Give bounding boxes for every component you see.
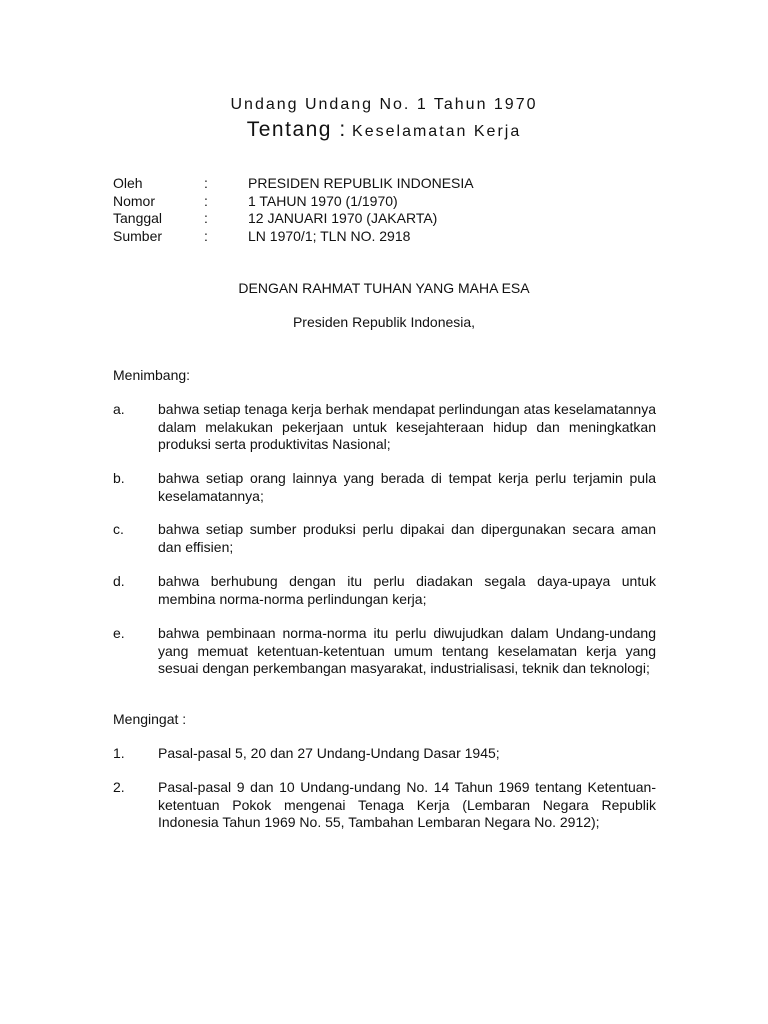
metadata-table — [113, 175, 673, 245]
president-line: Presiden Republik Indonesia, — [292, 314, 476, 330]
metadata-row — [113, 175, 673, 193]
item-text: bahwa pembinaan norma-norma itu perlu diwujudkan dalam Undang-undang yang memuat ketentuan-ketentuan umum tentang keselamatan kerja yang sesuai dengan perkembangan masyarakat, industrialisasi, teknik dan teknologi; — [158, 625, 656, 676]
item-text: bahwa setiap orang lainnya yang berada di tempat kerja perlu terjamin pula keselamatannya; — [158, 470, 656, 504]
document-subtitle — [0, 117, 768, 145]
menimbang-heading: Menimbang: — [113, 367, 191, 383]
metadata-colon: : — [204, 192, 208, 209]
metadata-colon: : — [204, 227, 208, 244]
metadata-colon: : — [204, 175, 208, 191]
tentang-label: Tentang : — [246, 118, 347, 141]
metadata-key: Tanggal — [113, 210, 163, 226]
item-text: bahwa berhubung dengan itu perlu diadakan segala daya-upaya untuk membina norma-norma perlindungan kerja; — [158, 573, 656, 607]
metadata-key: Sumber — [113, 227, 163, 244]
item-text: Pasal-pasal 5, 20 dan 27 Undang-Undang Dasar 1945; — [158, 745, 500, 761]
metadata-value: PRESIDEN REPUBLIK INDONESIA — [248, 175, 474, 191]
metadata-value: 12 JANUARI 1970 (JAKARTA) — [248, 210, 438, 226]
item-text: Pasal-pasal 9 dan 10 Undang-undang No. 14 Tahun 1969 tentang Ketentuan-ketentuan Pokok mengenai Tenaga Kerja (Lembaran Negara Republik Indonesia Tahun 1969 No. 55, Tambahan Lembaran Negara No. 2912); — [158, 779, 656, 830]
menimbang-item — [113, 470, 656, 505]
metadata-colon: : — [204, 210, 208, 226]
item-marker: 1. — [113, 745, 125, 761]
item-marker: e. — [113, 625, 125, 641]
metadata-value: 1 TAHUN 1970 (1/1970) — [248, 192, 398, 209]
mengingat-item — [113, 779, 656, 832]
mengingat-heading: Mengingat : — [113, 711, 187, 727]
item-marker: d. — [113, 573, 125, 589]
menimbang-item — [113, 573, 656, 608]
item-marker: a. — [113, 401, 125, 417]
mengingat-item — [113, 745, 656, 763]
item-marker: b. — [113, 470, 125, 486]
opening-phrase: DENGAN RAHMAT TUHAN YANG MAHA ESA — [238, 280, 530, 296]
metadata-value: LN 1970/1; TLN NO. 2918 — [248, 227, 411, 244]
metadata-key: Nomor — [113, 192, 156, 209]
document-title: Undang Undang No. 1 Tahun 1970 — [230, 96, 538, 113]
metadata-row — [113, 228, 673, 246]
menimbang-item — [113, 625, 656, 678]
menimbang-item — [113, 521, 656, 556]
item-marker: 2. — [113, 779, 125, 795]
metadata-key: Oleh — [113, 175, 143, 191]
menimbang-item — [113, 401, 656, 454]
tentang-subject: Keselamatan Kerja — [352, 123, 522, 140]
item-text: bahwa setiap sumber produksi perlu dipakai dan dipergunakan secara aman dan effisien; — [158, 521, 656, 555]
item-text: bahwa setiap tenaga kerja berhak mendapat perlindungan atas keselamatannya dalam melakukan pekerjaan untuk kesejahteraan hidup dan meningkatkan produksi serta produktivitas Nasional; — [158, 401, 656, 452]
metadata-row — [113, 210, 673, 228]
metadata-row — [113, 193, 673, 211]
item-marker: c. — [113, 521, 124, 537]
